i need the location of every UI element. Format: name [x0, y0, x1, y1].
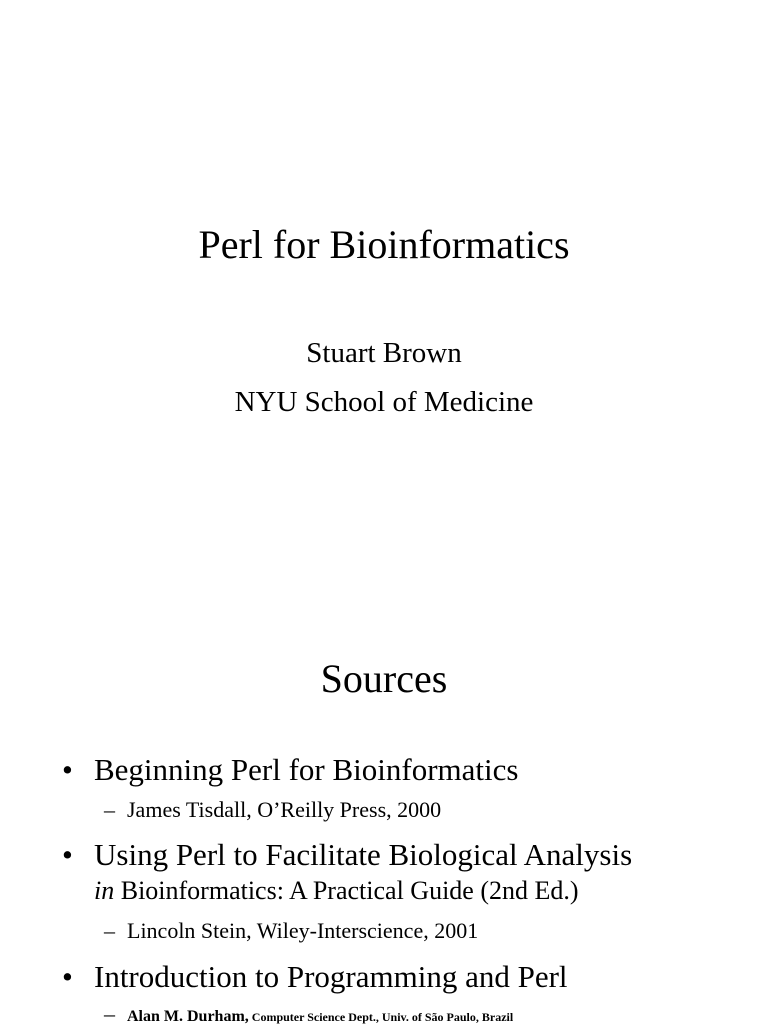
author-name: Alan M. Durham, [127, 1008, 249, 1024]
dash-icon: – [104, 1001, 115, 1024]
sources-slide [0, 512, 768, 1024]
author-affiliation: NYU School of Medicine [234, 386, 534, 418]
dash-icon: – [104, 918, 115, 943]
slide-title: Sources [320, 656, 448, 701]
sub-bullet-text: Lincoln Stein, Wiley-Interscience, 2001 [127, 918, 479, 943]
bullet-icon: • [62, 959, 73, 994]
slide-title: Perl for Bioinformatics [198, 222, 570, 267]
sub-bullet-text [127, 1003, 513, 1024]
bullet-icon: • [62, 837, 73, 872]
continuation-text: Bioinformatics: A Practical Guide (2nd Ed.) [114, 876, 579, 905]
bullet-continuation [94, 878, 579, 904]
bullet-text: Beginning Perl for Bioinformatics [94, 752, 519, 787]
bullet-text: Introduction to Programming and Perl [94, 959, 568, 994]
bullet-text: Using Perl to Facilitate Biological Analysis [94, 837, 633, 872]
author-name: Stuart Brown [306, 337, 462, 369]
dash-icon: – [104, 797, 115, 822]
author-affiliation: Computer Science Dept., Univ. of São Paulo, Brazil [248, 1010, 514, 1024]
italic-word: in [94, 876, 115, 905]
sub-bullet-text: James Tisdall, O’Reilly Press, 2000 [127, 797, 442, 822]
bullet-icon: • [62, 752, 73, 787]
